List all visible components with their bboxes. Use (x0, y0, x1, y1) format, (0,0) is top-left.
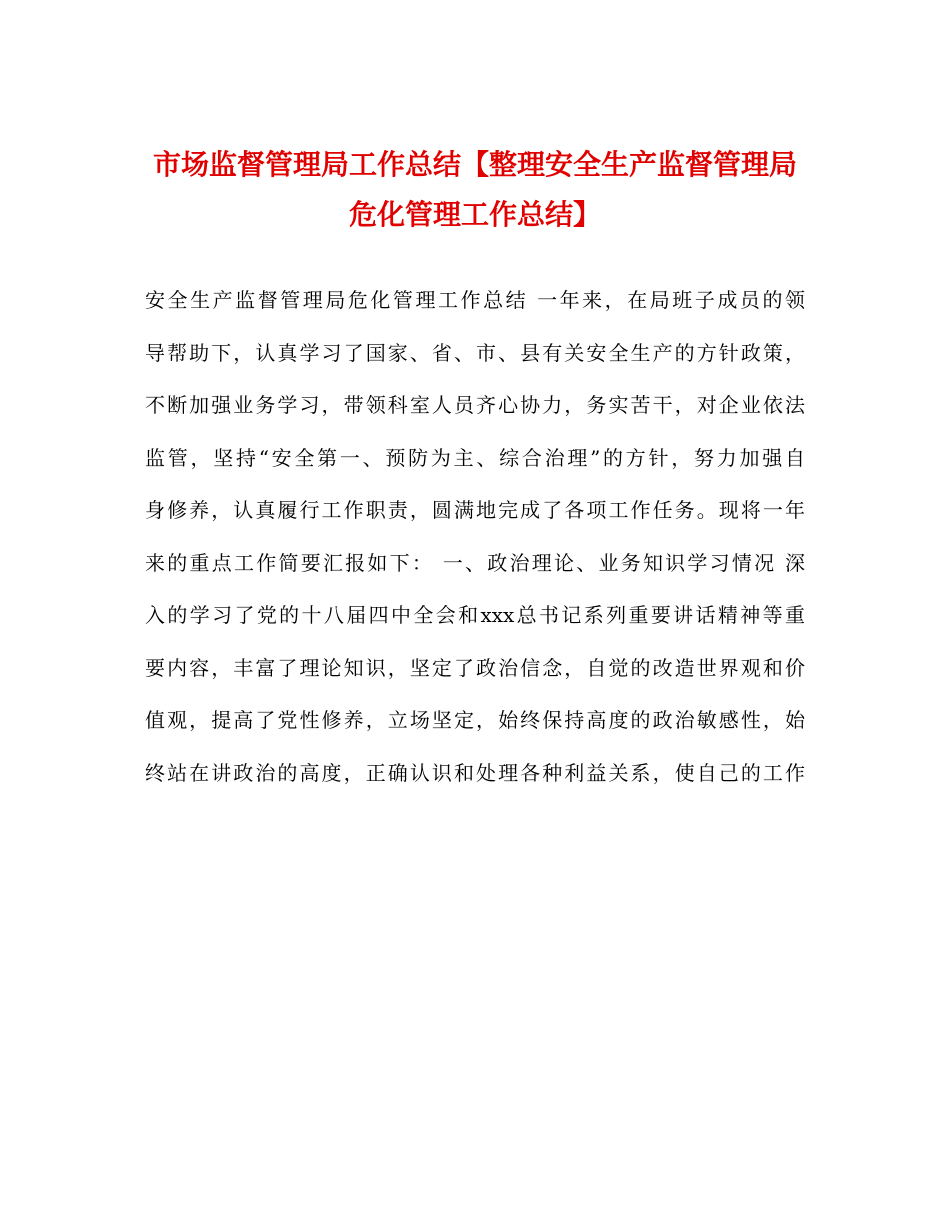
body-line: 要内容，丰富了理论知识，坚定了政治信念，自觉的改造世界观和价 (145, 655, 805, 680)
document-title (145, 140, 805, 240)
document-title-line-1: 市场监督管理局工作总结【整理安全生产监督管理局 (152, 148, 797, 181)
body-line: 入的学习了党的十八届四中全会和xxx总书记系列重要讲话精神等重 (145, 603, 805, 627)
body-line: 来的重点工作简要汇报如下： 一、政治理论、业务知识学习情况 深 (145, 550, 805, 575)
body-line: 不断加强业务学习，带领科室人员齐心协力，务实苦干，对企业依法 (145, 393, 805, 417)
body-line: 导帮助下，认真学习了国家、省、市、县有关安全生产的方针政策， (145, 340, 805, 365)
document-title-line-2: 危化管理工作总结】 (348, 198, 601, 231)
body-line: 值观，提高了党性修养，立场坚定，始终保持高度的政治敏感性，始 (145, 708, 805, 732)
document-body (145, 274, 805, 799)
body-line: 安全生产监督管理局危化管理工作总结 一年来，在局班子成员的领 (145, 288, 805, 312)
body-line: 监管，坚持“安全第一、预防为主、综合治理”的方针，努力加强自 (145, 445, 805, 470)
body-line: 身修养，认真履行工作职责，圆满地完成了各项工作任务。现将一年 (145, 498, 805, 522)
body-line: 终站在讲政治的高度，正确认识和处理各种利益关系，使自己的工作 (145, 760, 805, 785)
